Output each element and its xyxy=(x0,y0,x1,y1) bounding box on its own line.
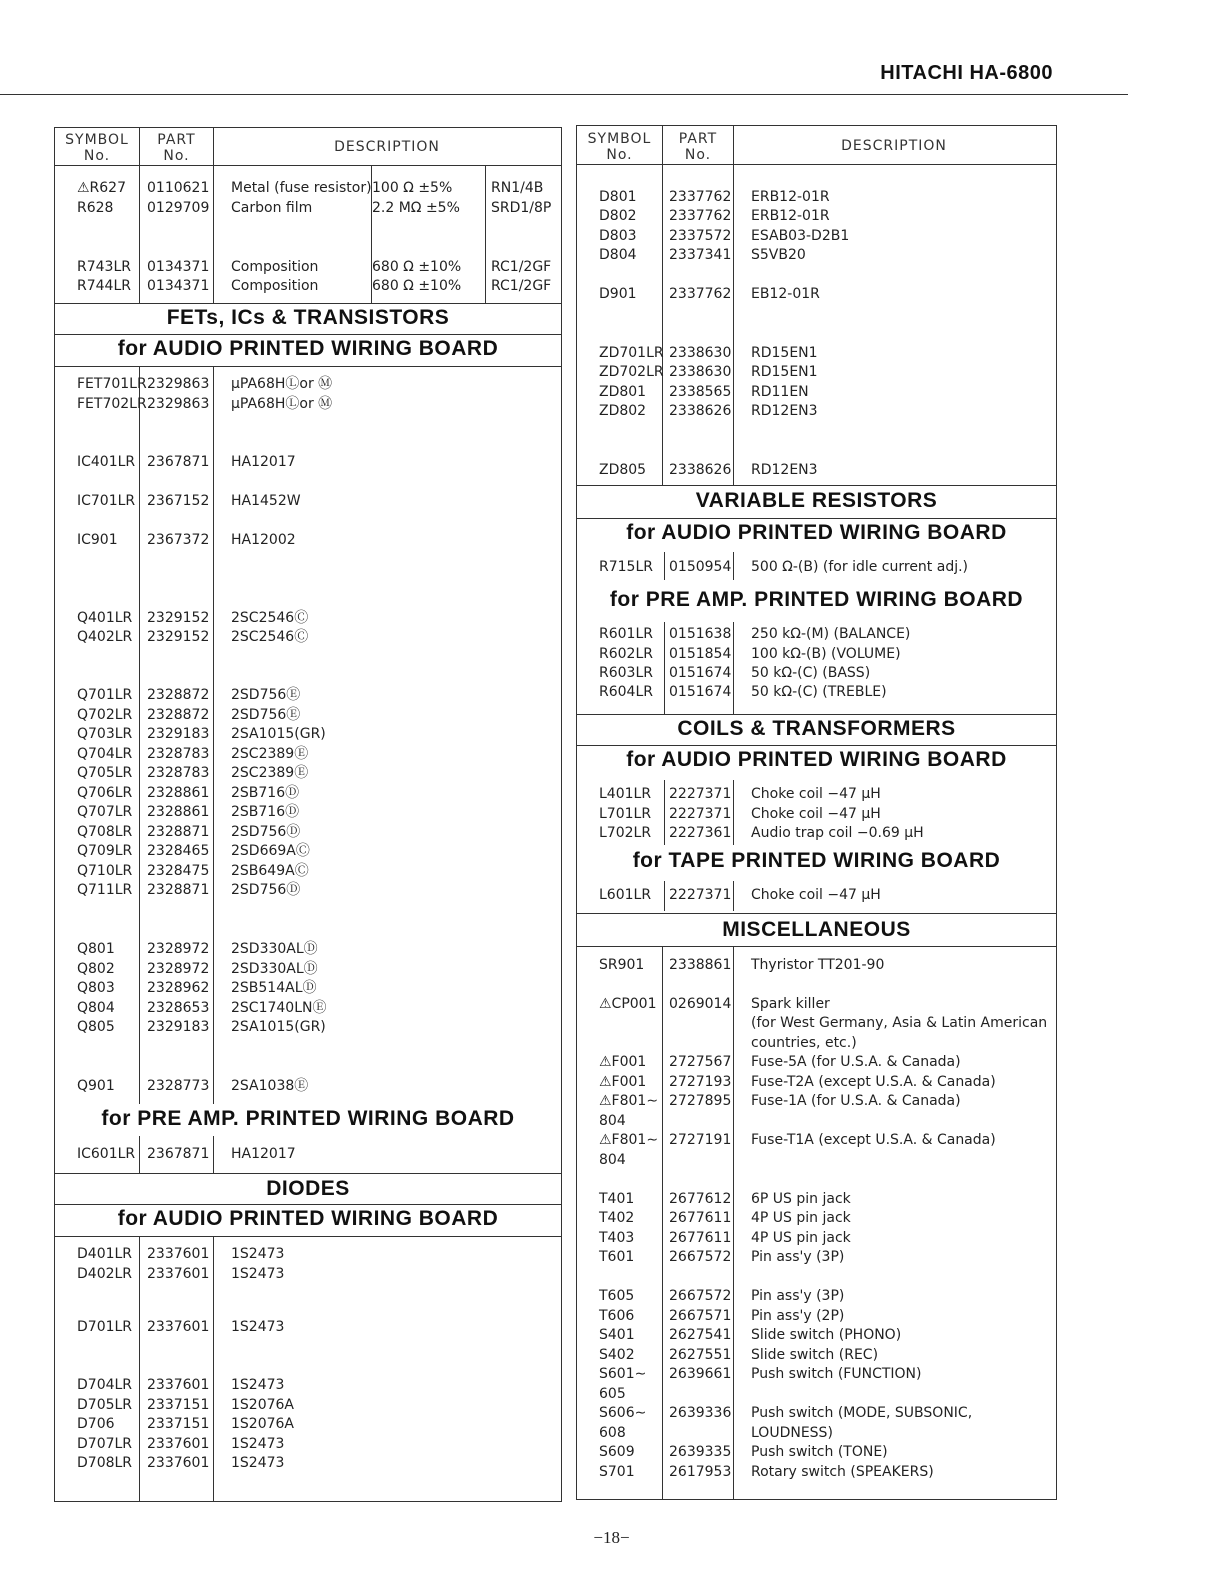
row-part-number: 2337151 xyxy=(147,1397,210,1413)
row-part-number: 2329183 xyxy=(147,1019,210,1035)
row-symbol: Q709LR xyxy=(77,843,133,859)
section-subtitle-audio: for AUDIO PRINTED WIRING BOARD xyxy=(626,521,1007,544)
row-symbol: D701LR xyxy=(77,1319,133,1335)
row-description: Spark killer xyxy=(751,996,830,1012)
row-symbol: L601LR xyxy=(599,887,652,903)
row-description: 2SB514ALⒹ xyxy=(231,980,317,996)
row-description: Pin ass'y (2P) xyxy=(751,1308,845,1324)
row-value: 2.2 MΩ ±5% xyxy=(372,200,460,216)
row-description: 2SC1740LNⒺ xyxy=(231,1000,327,1016)
row-symbol: 804 xyxy=(599,1152,626,1168)
row-symbol: ⚠R627 xyxy=(77,180,126,196)
row-symbol: IC701LR xyxy=(77,493,136,509)
row-symbol: Q707LR xyxy=(77,804,133,820)
row-part-number: 0134371 xyxy=(147,259,210,275)
section-divider xyxy=(577,946,1056,947)
row-description: Fuse-T1A (except U.S.A. & Canada) xyxy=(751,1132,996,1148)
row-description: RD12EN3 xyxy=(751,462,818,478)
row-description: Pin ass'y (3P) xyxy=(751,1288,845,1304)
row-part-number: 0151674 xyxy=(669,684,732,700)
section-divider xyxy=(55,1173,561,1174)
row-part-number: 2328871 xyxy=(147,824,210,840)
column-divider xyxy=(733,946,734,1499)
row-description: 2SD669AⒸ xyxy=(231,843,310,859)
row-part-number: 2328871 xyxy=(147,882,210,898)
row-type: RC1/2GF xyxy=(491,259,552,275)
row-part-number: 2329152 xyxy=(147,629,210,645)
row-symbol: T605 xyxy=(599,1288,635,1304)
row-symbol: Q708LR xyxy=(77,824,133,840)
row-symbol: ⚠F801∼ xyxy=(599,1093,659,1109)
row-part-number: 0151638 xyxy=(669,626,732,642)
page-header-title: HITACHI HA-6800 xyxy=(880,62,1053,84)
row-symbol: Q805 xyxy=(77,1019,115,1035)
row-type: RC1/2GF xyxy=(491,278,552,294)
column-divider xyxy=(733,622,734,714)
row-part-number: 2337601 xyxy=(147,1246,210,1262)
row-description: countries, etc.) xyxy=(751,1035,857,1051)
row-part-number: 2677611 xyxy=(669,1230,732,1246)
symbol-column-header: SYMBOL No. xyxy=(65,132,129,164)
row-type: SRD1/8P xyxy=(491,200,552,216)
row-description: μPA68HⓁor Ⓜ xyxy=(231,376,333,392)
section-subtitle-audio: for AUDIO PRINTED WIRING BOARD xyxy=(117,1207,499,1230)
row-description: μPA68HⓁor Ⓜ xyxy=(231,396,333,412)
row-symbol: Q704LR xyxy=(77,746,133,762)
row-description: 6P US pin jack xyxy=(751,1191,851,1207)
row-description: Thyristor TT201-90 xyxy=(751,957,885,973)
row-part-number: 2337341 xyxy=(669,247,732,263)
row-symbol: L401LR xyxy=(599,786,652,802)
row-description: 250 kΩ-(M) (BALANCE) xyxy=(751,626,911,642)
row-part-number: 2677612 xyxy=(669,1191,732,1207)
row-part-number: 2329863 xyxy=(147,376,210,392)
row-description: 2SA1015(GR) xyxy=(231,726,326,742)
row-description: Choke coil −47 μH xyxy=(751,806,881,822)
row-description: 2SD756Ⓔ xyxy=(231,687,301,703)
header-rule xyxy=(0,94,1128,95)
row-part-number: 2337762 xyxy=(669,286,732,302)
row-symbol: ⚠CP001 xyxy=(599,996,657,1012)
column-divider xyxy=(733,881,734,911)
row-description: Fuse-1A (for U.S.A. & Canada) xyxy=(751,1093,961,1109)
row-symbol: Q402LR xyxy=(77,629,133,645)
row-part-number: 2639336 xyxy=(669,1405,732,1421)
row-symbol: D803 xyxy=(599,228,637,244)
row-symbol: Q702LR xyxy=(77,707,133,723)
row-description: Push switch (TONE) xyxy=(751,1444,888,1460)
row-description: 2SB649AⒸ xyxy=(231,863,309,879)
row-symbol: ZD801 xyxy=(599,384,647,400)
row-part-number: 2328972 xyxy=(147,941,210,957)
row-description: 2SD330ALⒹ xyxy=(231,961,318,977)
row-symbol: T402 xyxy=(599,1210,635,1226)
description-column-header: DESCRIPTION xyxy=(334,139,440,155)
row-part-number: 2328465 xyxy=(147,843,210,859)
row-description: ERB12-01R xyxy=(751,208,830,224)
row-part-number: 2727895 xyxy=(669,1093,732,1109)
row-description: 2SC2546Ⓒ xyxy=(231,629,309,645)
row-part-number: 2328962 xyxy=(147,980,210,996)
page-number: −18− xyxy=(593,1528,630,1547)
column-divider xyxy=(139,128,140,303)
row-part-number: 2727193 xyxy=(669,1074,732,1090)
row-part-number: 2667571 xyxy=(669,1308,732,1324)
column-divider xyxy=(662,126,663,485)
row-description: Fuse-5A (for U.S.A. & Canada) xyxy=(751,1054,961,1070)
row-description: Rotary switch (SPEAKERS) xyxy=(751,1464,934,1480)
column-divider xyxy=(213,128,214,303)
column-divider xyxy=(139,1136,140,1173)
row-part-number: 2367372 xyxy=(147,532,210,548)
column-divider xyxy=(213,366,214,1104)
row-description: RD15EN1 xyxy=(751,345,818,361)
row-symbol: Q701LR xyxy=(77,687,133,703)
row-part-number: 2328653 xyxy=(147,1000,210,1016)
row-description: 1S2473 xyxy=(231,1246,285,1262)
row-part-number: 2329183 xyxy=(147,726,210,742)
row-symbol: D401LR xyxy=(77,1246,133,1262)
row-part-number: 0110621 xyxy=(147,180,210,196)
row-part-number: 2617953 xyxy=(669,1464,732,1480)
right-parts-table xyxy=(576,125,1057,1500)
row-description: 2SA1038Ⓔ xyxy=(231,1078,309,1094)
row-description: HA1452W xyxy=(231,493,301,509)
row-part-number: 2667572 xyxy=(669,1288,732,1304)
section-divider xyxy=(577,913,1056,914)
row-description: RD11EN xyxy=(751,384,809,400)
header-divider xyxy=(577,164,1056,165)
row-symbol: Q711LR xyxy=(77,882,133,898)
row-part-number: 2338626 xyxy=(669,403,732,419)
row-part-number: 2367152 xyxy=(147,493,210,509)
column-divider xyxy=(733,780,734,845)
row-symbol: Q703LR xyxy=(77,726,133,742)
row-part-number: 2639335 xyxy=(669,1444,732,1460)
column-divider xyxy=(213,1136,214,1173)
row-symbol: IC601LR xyxy=(77,1146,136,1162)
row-description: S5VB20 xyxy=(751,247,806,263)
row-symbol: T601 xyxy=(599,1249,635,1265)
row-part-number: 2627551 xyxy=(669,1347,732,1363)
row-description: Choke coil −47 μH xyxy=(751,786,881,802)
row-part-number: 2367871 xyxy=(147,1146,210,1162)
section-divider xyxy=(577,485,1056,486)
row-symbol: D706 xyxy=(77,1416,115,1432)
row-part-number: 2337762 xyxy=(669,208,732,224)
left-parts-table xyxy=(54,127,562,1502)
row-symbol: Q706LR xyxy=(77,785,133,801)
row-symbol: S701 xyxy=(599,1464,635,1480)
section-title-coils: COILS & TRANSFORMERS xyxy=(677,717,956,740)
row-symbol: D708LR xyxy=(77,1455,133,1471)
row-description: Composition xyxy=(231,278,319,294)
row-symbol: SR901 xyxy=(599,957,645,973)
row-description: Choke coil −47 μH xyxy=(751,887,881,903)
row-description: 2SC2389Ⓔ xyxy=(231,746,309,762)
row-symbol: Q802 xyxy=(77,961,115,977)
row-description: Slide switch (PHONO) xyxy=(751,1327,902,1343)
row-part-number: 2677611 xyxy=(669,1210,732,1226)
section-title-miscellaneous: MISCELLANEOUS xyxy=(722,918,911,941)
row-part-number: 2227371 xyxy=(669,887,732,903)
row-part-number: 2227371 xyxy=(669,806,732,822)
column-divider xyxy=(664,780,665,845)
column-divider xyxy=(733,552,734,580)
row-part-number: 0134371 xyxy=(147,278,210,294)
section-divider xyxy=(55,1204,561,1205)
row-symbol: Q804 xyxy=(77,1000,115,1016)
row-description: 2SC2546Ⓒ xyxy=(231,610,309,626)
symbol-column-header: SYMBOL No. xyxy=(587,131,652,163)
row-symbol: FET702LR xyxy=(77,396,147,412)
row-description: Pin ass'y (3P) xyxy=(751,1249,845,1265)
row-description: EB12-01R xyxy=(751,286,820,302)
row-part-number: 2367871 xyxy=(147,454,210,470)
section-title-fets: FETs, ICs & TRANSISTORS xyxy=(166,306,450,329)
row-description: Push switch (MODE, SUBSONIC, xyxy=(751,1405,973,1421)
section-divider xyxy=(55,303,561,304)
row-description: LOUDNESS) xyxy=(751,1425,833,1441)
row-description: 2SC2389Ⓔ xyxy=(231,765,309,781)
row-symbol: ZD702LR xyxy=(599,364,664,380)
row-symbol: Q803 xyxy=(77,980,115,996)
row-description: 2SA1015(GR) xyxy=(231,1019,326,1035)
row-part-number: 2667572 xyxy=(669,1249,732,1265)
row-symbol: Q901 xyxy=(77,1078,115,1094)
row-part-number: 2639661 xyxy=(669,1366,732,1382)
row-description: (for West Germany, Asia & Latin American xyxy=(751,1015,1048,1031)
row-description: Push switch (FUNCTION) xyxy=(751,1366,922,1382)
row-symbol: D707LR xyxy=(77,1436,133,1452)
row-value: 100 Ω ±5% xyxy=(372,180,453,196)
row-part-number: 2328773 xyxy=(147,1078,210,1094)
row-part-number: 2337601 xyxy=(147,1266,210,1282)
column-divider xyxy=(139,366,140,1104)
row-description: 1S2473 xyxy=(231,1266,285,1282)
row-part-number: 2328972 xyxy=(147,961,210,977)
row-symbol: Q401LR xyxy=(77,610,133,626)
row-symbol: D804 xyxy=(599,247,637,263)
row-part-number: 2227361 xyxy=(669,825,732,841)
row-symbol: ⚠F001 xyxy=(599,1074,647,1090)
column-divider xyxy=(733,126,734,485)
row-description: 1S2473 xyxy=(231,1436,285,1452)
row-description: HA12017 xyxy=(231,1146,296,1162)
row-symbol: S609 xyxy=(599,1444,635,1460)
row-symbol: D402LR xyxy=(77,1266,133,1282)
column-divider xyxy=(662,946,663,1499)
row-symbol: Q801 xyxy=(77,941,115,957)
row-value: 680 Ω ±10% xyxy=(372,259,462,275)
row-part-number: 2337601 xyxy=(147,1455,210,1471)
row-symbol: R601LR xyxy=(599,626,653,642)
row-part-number: 2338626 xyxy=(669,462,732,478)
row-symbol: S601∼ xyxy=(599,1366,647,1382)
row-part-number: 0129709 xyxy=(147,200,210,216)
row-part-number: 2337572 xyxy=(669,228,732,244)
row-part-number: 2328872 xyxy=(147,687,210,703)
column-divider xyxy=(139,1236,140,1501)
section-subtitle-audio: for AUDIO PRINTED WIRING BOARD xyxy=(117,337,499,360)
row-part-number: 2227371 xyxy=(669,786,732,802)
row-description: Fuse-T2A (except U.S.A. & Canada) xyxy=(751,1074,996,1090)
row-symbol: IC401LR xyxy=(77,454,136,470)
section-title-diodes: DIODES xyxy=(266,1177,350,1200)
row-description: 4P US pin jack xyxy=(751,1230,851,1246)
row-part-number: 2328861 xyxy=(147,804,210,820)
row-description: Composition xyxy=(231,259,319,275)
row-description: 50 kΩ-(C) (TREBLE) xyxy=(751,684,887,700)
section-subtitle-audio: for AUDIO PRINTED WIRING BOARD xyxy=(626,748,1007,771)
row-symbol: S401 xyxy=(599,1327,635,1343)
row-symbol: D802 xyxy=(599,208,637,224)
row-part-number: 2328783 xyxy=(147,765,210,781)
row-symbol: 804 xyxy=(599,1113,626,1129)
row-symbol: D704LR xyxy=(77,1377,133,1393)
row-symbol: Q710LR xyxy=(77,863,133,879)
row-part-number: 2727191 xyxy=(669,1132,732,1148)
row-symbol: L702LR xyxy=(599,825,652,841)
column-divider xyxy=(664,552,665,580)
row-part-number: 2337601 xyxy=(147,1377,210,1393)
row-part-number: 0151674 xyxy=(669,665,732,681)
section-divider xyxy=(55,1236,561,1237)
section-divider xyxy=(55,366,561,367)
row-symbol: T403 xyxy=(599,1230,635,1246)
description-column-header: DESCRIPTION xyxy=(841,138,947,154)
row-part-number: 2328872 xyxy=(147,707,210,723)
row-type: RN1/4B xyxy=(491,180,544,196)
row-description: 2SB716Ⓓ xyxy=(231,804,300,820)
row-part-number: 2337601 xyxy=(147,1319,210,1335)
row-description: 2SB716Ⓓ xyxy=(231,785,300,801)
row-symbol: IC901 xyxy=(77,532,118,548)
row-part-number: 2328861 xyxy=(147,785,210,801)
row-symbol: D901 xyxy=(599,286,637,302)
row-symbol: R603LR xyxy=(599,665,653,681)
row-part-number: 0150954 xyxy=(669,559,732,575)
row-description: HA12002 xyxy=(231,532,296,548)
row-symbol: R715LR xyxy=(599,559,653,575)
row-symbol: R602LR xyxy=(599,646,653,662)
row-symbol: L701LR xyxy=(599,806,652,822)
part-column-header: PART No. xyxy=(157,132,196,164)
row-description: ESAB03-D2B1 xyxy=(751,228,850,244)
row-part-number: 2727567 xyxy=(669,1054,732,1070)
section-title-variable-resistors: VARIABLE RESISTORS xyxy=(695,489,938,512)
row-description: Audio trap coil −0.69 μH xyxy=(751,825,924,841)
row-symbol: R743LR xyxy=(77,259,131,275)
row-part-number: 2337762 xyxy=(669,189,732,205)
row-description: 1S2076A xyxy=(231,1397,294,1413)
column-divider xyxy=(664,881,665,911)
row-symbol: S402 xyxy=(599,1347,635,1363)
row-description: Slide switch (REC) xyxy=(751,1347,879,1363)
row-part-number: 2338565 xyxy=(669,384,732,400)
row-description: 1S2473 xyxy=(231,1455,285,1471)
row-symbol: ZD701LR xyxy=(599,345,664,361)
row-symbol: R604LR xyxy=(599,684,653,700)
row-symbol: ZD802 xyxy=(599,403,647,419)
row-description: ERB12-01R xyxy=(751,189,830,205)
row-symbol: ⚠F001 xyxy=(599,1054,647,1070)
section-divider xyxy=(577,714,1056,715)
row-description: Carbon film xyxy=(231,200,313,216)
row-description: 4P US pin jack xyxy=(751,1210,851,1226)
row-symbol: Q705LR xyxy=(77,765,133,781)
row-value: 680 Ω ±10% xyxy=(372,278,462,294)
section-divider xyxy=(55,334,561,335)
row-symbol: 605 xyxy=(599,1386,626,1402)
section-subtitle-preamp: for PRE AMP. PRINTED WIRING BOARD xyxy=(609,588,1024,611)
section-subtitle-preamp: for PRE AMP. PRINTED WIRING BOARD xyxy=(101,1107,515,1130)
row-description: Metal (fuse resistor) xyxy=(231,180,372,196)
row-description: 1S2076A xyxy=(231,1416,294,1432)
row-description: 500 Ω-(B) (for idle current adj.) xyxy=(751,559,969,575)
row-part-number: 0151854 xyxy=(669,646,732,662)
row-symbol: T401 xyxy=(599,1191,635,1207)
column-divider xyxy=(664,622,665,714)
row-description: RD12EN3 xyxy=(751,403,818,419)
row-symbol: R744LR xyxy=(77,278,131,294)
row-description: RD15EN1 xyxy=(751,364,818,380)
row-description: 1S2473 xyxy=(231,1377,285,1393)
section-divider xyxy=(577,518,1056,519)
row-symbol: 608 xyxy=(599,1425,626,1441)
row-part-number: 2329152 xyxy=(147,610,210,626)
row-part-number: 2627541 xyxy=(669,1327,732,1343)
row-symbol: FET701LR xyxy=(77,376,147,392)
row-part-number: 2329863 xyxy=(147,396,210,412)
row-symbol: T606 xyxy=(599,1308,635,1324)
row-description: 2SD756Ⓓ xyxy=(231,824,301,840)
column-divider xyxy=(485,165,486,303)
row-part-number: 2328783 xyxy=(147,746,210,762)
column-divider xyxy=(213,1236,214,1501)
row-symbol: ⚠F801∼ xyxy=(599,1132,659,1148)
row-symbol: ZD805 xyxy=(599,462,647,478)
row-part-number: 2328475 xyxy=(147,863,210,879)
row-description: 2SD756Ⓓ xyxy=(231,882,301,898)
row-symbol: R628 xyxy=(77,200,114,216)
row-description: 50 kΩ-(C) (BASS) xyxy=(751,665,871,681)
row-symbol: D801 xyxy=(599,189,637,205)
row-symbol: D705LR xyxy=(77,1397,133,1413)
section-divider xyxy=(577,745,1056,746)
row-part-number: 2338630 xyxy=(669,364,732,380)
row-description: 2SD756Ⓔ xyxy=(231,707,301,723)
row-description: HA12017 xyxy=(231,454,296,470)
row-description: 1S2473 xyxy=(231,1319,285,1335)
row-part-number: 0269014 xyxy=(669,996,732,1012)
section-subtitle-tape: for TAPE PRINTED WIRING BOARD xyxy=(632,849,1001,872)
row-part-number: 2337601 xyxy=(147,1436,210,1452)
row-description: 100 kΩ-(B) (VOLUME) xyxy=(751,646,901,662)
row-description: 2SD330ALⒹ xyxy=(231,941,318,957)
row-part-number: 2337151 xyxy=(147,1416,210,1432)
row-part-number: 2338630 xyxy=(669,345,732,361)
row-symbol: S606∼ xyxy=(599,1405,647,1421)
row-part-number: 2338861 xyxy=(669,957,732,973)
part-column-header: PART No. xyxy=(678,131,718,163)
